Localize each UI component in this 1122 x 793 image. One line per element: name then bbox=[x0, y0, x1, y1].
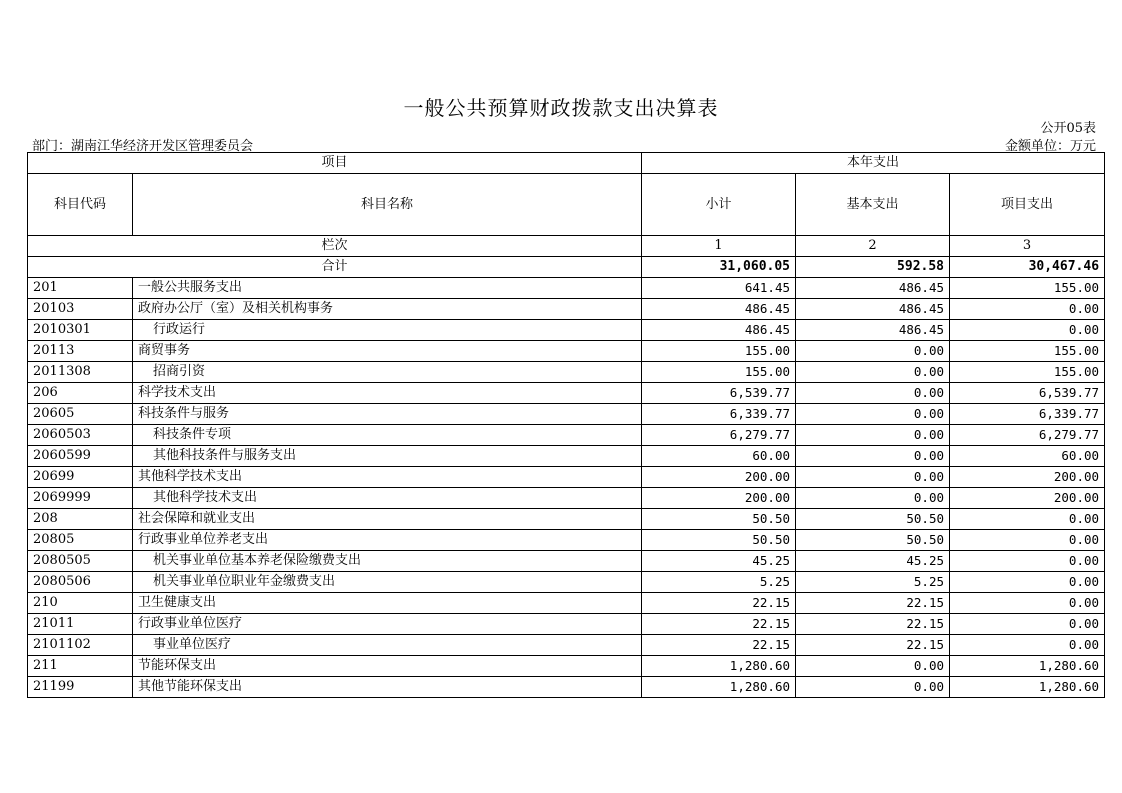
row-basic: 22.15 bbox=[796, 635, 950, 656]
row-subtotal: 1,280.60 bbox=[642, 677, 796, 698]
row-name: 科技条件与服务 bbox=[133, 404, 642, 425]
row-name: 行政事业单位医疗 bbox=[133, 614, 642, 635]
row-basic: 0.00 bbox=[796, 362, 950, 383]
row-project: 6,279.77 bbox=[950, 425, 1105, 446]
row-code: 2010301 bbox=[28, 320, 133, 341]
header-project: 项目支出 bbox=[950, 174, 1105, 236]
row-subtotal: 6,279.77 bbox=[642, 425, 796, 446]
row-name: 机关事业单位职业年金缴费支出 bbox=[133, 572, 642, 593]
row-name: 其他节能环保支出 bbox=[133, 677, 642, 698]
header-item: 项目 bbox=[28, 153, 642, 174]
header-row-2 bbox=[28, 174, 1105, 236]
row-name: 行政事业单位养老支出 bbox=[133, 530, 642, 551]
total-subtotal: 31,060.05 bbox=[642, 257, 796, 278]
row-subtotal: 22.15 bbox=[642, 614, 796, 635]
row-name: 一般公共服务支出 bbox=[133, 278, 642, 299]
row-subtotal: 6,339.77 bbox=[642, 404, 796, 425]
row-subtotal: 155.00 bbox=[642, 362, 796, 383]
row-subtotal: 641.45 bbox=[642, 278, 796, 299]
row-code: 206 bbox=[28, 383, 133, 404]
row-basic: 45.25 bbox=[796, 551, 950, 572]
row-project: 0.00 bbox=[950, 320, 1105, 341]
page-title: 一般公共预算财政拨款支出决算表 bbox=[403, 96, 719, 120]
row-code: 2060503 bbox=[28, 425, 133, 446]
row-name: 卫生健康支出 bbox=[133, 593, 642, 614]
row-code: 21199 bbox=[28, 677, 133, 698]
row-project: 6,539.77 bbox=[950, 383, 1105, 404]
table-row bbox=[28, 383, 1105, 404]
table-row bbox=[28, 488, 1105, 509]
row-basic: 0.00 bbox=[796, 404, 950, 425]
row-project: 1,280.60 bbox=[950, 677, 1105, 698]
row-basic: 486.45 bbox=[796, 278, 950, 299]
row-name: 其他科学技术支出 bbox=[133, 488, 642, 509]
column-number-row bbox=[28, 236, 1105, 257]
row-subtotal: 50.50 bbox=[642, 530, 796, 551]
total-row bbox=[28, 257, 1105, 278]
row-project: 0.00 bbox=[950, 593, 1105, 614]
table-row bbox=[28, 530, 1105, 551]
row-name: 节能环保支出 bbox=[133, 656, 642, 677]
row-subtotal: 22.15 bbox=[642, 635, 796, 656]
row-code: 2060599 bbox=[28, 446, 133, 467]
row-basic: 22.15 bbox=[796, 614, 950, 635]
row-subtotal: 155.00 bbox=[642, 341, 796, 362]
column-number-2: 2 bbox=[796, 236, 950, 257]
row-name: 机关事业单位基本养老保险缴费支出 bbox=[133, 551, 642, 572]
row-subtotal: 6,539.77 bbox=[642, 383, 796, 404]
table-row bbox=[28, 572, 1105, 593]
table-row bbox=[28, 446, 1105, 467]
row-code: 20103 bbox=[28, 299, 133, 320]
table-row bbox=[28, 593, 1105, 614]
row-basic: 0.00 bbox=[796, 446, 950, 467]
row-subtotal: 200.00 bbox=[642, 467, 796, 488]
row-project: 200.00 bbox=[950, 488, 1105, 509]
row-basic: 0.00 bbox=[796, 656, 950, 677]
row-project: 155.00 bbox=[950, 362, 1105, 383]
row-name: 其他科学技术支出 bbox=[133, 467, 642, 488]
row-basic: 0.00 bbox=[796, 677, 950, 698]
table-row bbox=[28, 677, 1105, 698]
row-name: 政府办公厅（室）及相关机构事务 bbox=[133, 299, 642, 320]
row-project: 60.00 bbox=[950, 446, 1105, 467]
row-project: 0.00 bbox=[950, 614, 1105, 635]
row-basic: 0.00 bbox=[796, 425, 950, 446]
row-basic: 5.25 bbox=[796, 572, 950, 593]
row-subtotal: 50.50 bbox=[642, 509, 796, 530]
row-name: 行政运行 bbox=[133, 320, 642, 341]
row-basic: 22.15 bbox=[796, 593, 950, 614]
row-subtotal: 5.25 bbox=[642, 572, 796, 593]
row-code: 201 bbox=[28, 278, 133, 299]
row-basic: 50.50 bbox=[796, 530, 950, 551]
header-subtotal: 小计 bbox=[642, 174, 796, 236]
row-basic: 0.00 bbox=[796, 467, 950, 488]
row-code: 21011 bbox=[28, 614, 133, 635]
table-row bbox=[28, 320, 1105, 341]
row-subtotal: 486.45 bbox=[642, 320, 796, 341]
row-basic: 50.50 bbox=[796, 509, 950, 530]
total-basic: 592.58 bbox=[796, 257, 950, 278]
row-project: 0.00 bbox=[950, 635, 1105, 656]
table-row bbox=[28, 614, 1105, 635]
row-code: 20805 bbox=[28, 530, 133, 551]
row-subtotal: 60.00 bbox=[642, 446, 796, 467]
row-project: 0.00 bbox=[950, 509, 1105, 530]
row-project: 0.00 bbox=[950, 530, 1105, 551]
row-basic: 0.00 bbox=[796, 341, 950, 362]
row-name: 社会保障和就业支出 bbox=[133, 509, 642, 530]
column-number-label: 栏次 bbox=[28, 236, 642, 257]
row-name: 其他科技条件与服务支出 bbox=[133, 446, 642, 467]
header-name: 科目名称 bbox=[133, 174, 642, 236]
row-code: 20113 bbox=[28, 341, 133, 362]
table-row bbox=[28, 467, 1105, 488]
expenditure-table bbox=[27, 152, 1105, 698]
department-label: 部门：湖南江华经济开发区管理委员会 bbox=[32, 139, 254, 154]
row-subtotal: 45.25 bbox=[642, 551, 796, 572]
row-project: 155.00 bbox=[950, 278, 1105, 299]
row-code: 20605 bbox=[28, 404, 133, 425]
header-basic: 基本支出 bbox=[796, 174, 950, 236]
row-subtotal: 22.15 bbox=[642, 593, 796, 614]
table-row bbox=[28, 299, 1105, 320]
table-row bbox=[28, 404, 1105, 425]
table-row bbox=[28, 551, 1105, 572]
row-code: 20699 bbox=[28, 467, 133, 488]
table-row bbox=[28, 656, 1105, 677]
unit-label: 金额单位：万元 bbox=[1004, 139, 1096, 154]
row-code: 210 bbox=[28, 593, 133, 614]
row-project: 155.00 bbox=[950, 341, 1105, 362]
row-name: 事业单位医疗 bbox=[133, 635, 642, 656]
row-subtotal: 200.00 bbox=[642, 488, 796, 509]
row-project: 0.00 bbox=[950, 299, 1105, 320]
row-project: 1,280.60 bbox=[950, 656, 1105, 677]
row-name: 科学技术支出 bbox=[133, 383, 642, 404]
total-label: 合计 bbox=[28, 257, 642, 278]
row-basic: 486.45 bbox=[796, 299, 950, 320]
table-row bbox=[28, 278, 1105, 299]
form-number: 公开05表 bbox=[1040, 121, 1096, 136]
row-name: 科技条件专项 bbox=[133, 425, 642, 446]
table-row bbox=[28, 362, 1105, 383]
column-number-3: 3 bbox=[950, 236, 1105, 257]
header-code: 科目代码 bbox=[28, 174, 133, 236]
row-code: 2101102 bbox=[28, 635, 133, 656]
column-number-1: 1 bbox=[642, 236, 796, 257]
row-subtotal: 486.45 bbox=[642, 299, 796, 320]
header-current-year: 本年支出 bbox=[642, 153, 1105, 174]
row-code: 2080506 bbox=[28, 572, 133, 593]
row-name: 招商引资 bbox=[133, 362, 642, 383]
row-code: 2011308 bbox=[28, 362, 133, 383]
row-basic: 486.45 bbox=[796, 320, 950, 341]
header-row-1 bbox=[28, 153, 1105, 174]
row-project: 0.00 bbox=[950, 551, 1105, 572]
row-basic: 0.00 bbox=[796, 488, 950, 509]
table-row bbox=[28, 635, 1105, 656]
row-project: 6,339.77 bbox=[950, 404, 1105, 425]
row-project: 0.00 bbox=[950, 572, 1105, 593]
total-project: 30,467.46 bbox=[950, 257, 1105, 278]
row-code: 208 bbox=[28, 509, 133, 530]
row-code: 211 bbox=[28, 656, 133, 677]
row-code: 2080505 bbox=[28, 551, 133, 572]
row-code: 2069999 bbox=[28, 488, 133, 509]
table-row bbox=[28, 425, 1105, 446]
row-name: 商贸事务 bbox=[133, 341, 642, 362]
table-row bbox=[28, 509, 1105, 530]
row-basic: 0.00 bbox=[796, 383, 950, 404]
table-row bbox=[28, 341, 1105, 362]
row-project: 200.00 bbox=[950, 467, 1105, 488]
row-subtotal: 1,280.60 bbox=[642, 656, 796, 677]
